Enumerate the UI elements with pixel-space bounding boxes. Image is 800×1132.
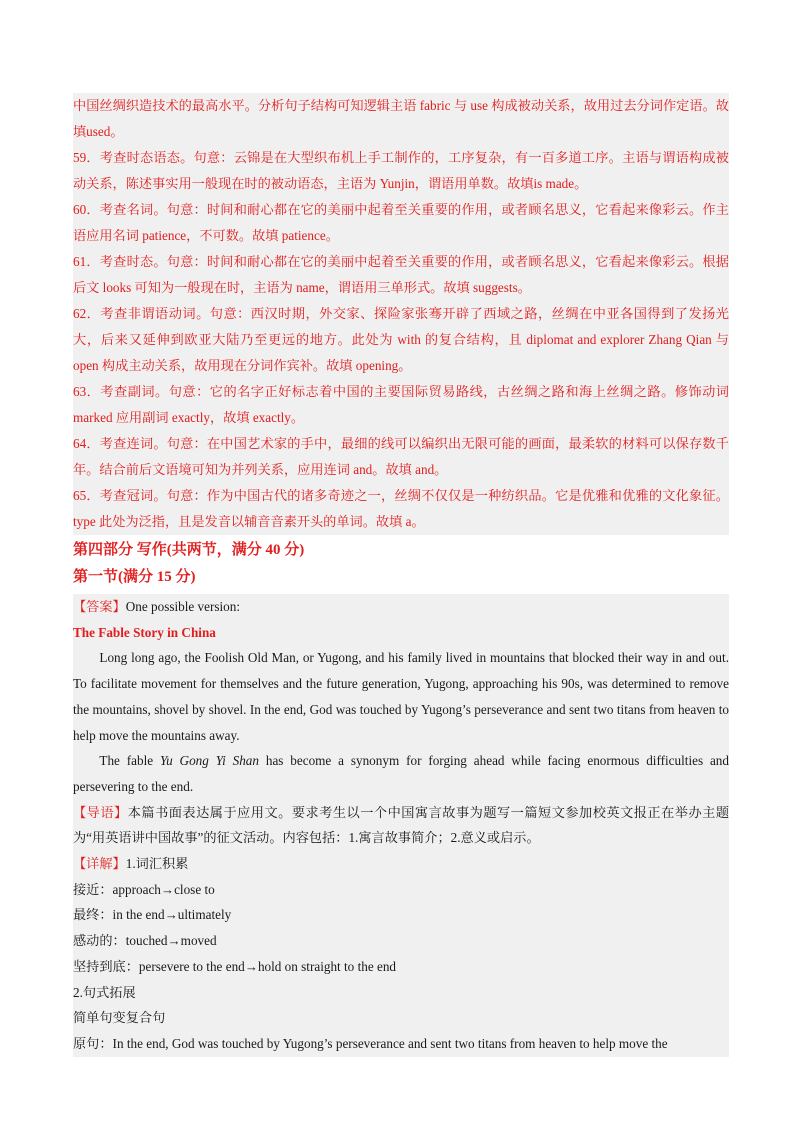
guide-label: 【导语】 — [73, 804, 128, 820]
explanation-65: 65．考查冠词。句意：作为中国古代的诸多奇迹之一，丝绸不仅仅是一种纺织品。它是优雅和优雅的文化象征。type 此处为泛指，且是发音以辅音音素开头的单词。故填 a。 — [73, 488, 729, 529]
explanation-63: 63．考查副词。句意：它的名字正好标志着中国的主要国际贸易路线，古丝绸之路和海上丝绸之路。修饰动词 marked 应用副词 exactly，故填 exactly。 — [73, 384, 729, 425]
story-p2-italic: Yu Gong Yi Shan — [159, 753, 259, 769]
vocab-item: 感动的：touched→moved — [73, 933, 217, 949]
explanation-61: 61．考查时态。句意：时间和耐心都在它的美丽中起着至关重要的作用，或者顾名思义，它看起来像彩云。根据后文 looks 可知为一般现在时，主语为 name，谓语用三单形式。故填 suggests。 — [73, 254, 729, 295]
answer-explanations — [73, 93, 729, 535]
answer-intro: One possible version: — [125, 599, 241, 614]
detail-line — [73, 851, 729, 877]
explanation-62: 62．考查非谓语动词。句意：西汉时期，外交家、探险家张骞开辟了西域之路，丝绸在中亚各国得到了发扬光大，后来又延伸到欧亚大陆乃至更远的地方。此处为 with 的复合结构，且 diplomat and explorer Zhang Qian 与 open 构成主动关系，故用现在分词作宾补。故填 opening。 — [73, 306, 729, 373]
original-sentence: 原句：In the end, God was touched by Yugong’s perseverance and sent two titans from heaven to help move the — [73, 1035, 668, 1051]
story-paragraph-2 — [73, 748, 729, 799]
section1-heading: 第一节(满分 15 分) — [73, 569, 196, 585]
story-p2-post: has become a synonym for forging ahead while facing enormous difficulties and persevering to the end. — [73, 753, 729, 794]
vocab-item: 坚持到底：persevere to the end→hold on straight to the end — [73, 958, 397, 974]
sentence-sub: 简单句变复合句 — [73, 1010, 166, 1026]
sentence-heading: 2.句式拓展 — [73, 984, 136, 1000]
guide-paragraph — [73, 800, 729, 851]
answer-label: 【答案】 — [73, 599, 126, 614]
story-paragraph-1: Long long ago, the Foolish Old Man, or Yugong, and his family lived in mountains that blocked their way in and out. To facilitate movement for themselves and the future generation, Yugong, approaching his 90s, was determined to remove the mountains, shovel by shovel. In the end, God was touched by Yugong’s perseverance and sent two titans from heaven to help move the mountains away. — [73, 650, 729, 743]
detail-first: 1.词汇积累 — [125, 856, 189, 872]
part4-heading: 第四部分 写作(共两节，满分 40 分) — [73, 542, 305, 558]
vocab-item: 最终：in the end→ultimately — [73, 907, 232, 923]
story-p2-pre: The fable — [99, 753, 160, 769]
detail-label: 【详解】 — [73, 856, 126, 872]
explanation-58-tail: 中国丝绸织造技术的最高水平。分析句子结构可知逻辑主语 fabric 与 use 构成被动关系，故用过去分词作定语。故填used。 — [73, 98, 729, 139]
vocab-item: 接近：approach→close to — [73, 881, 215, 897]
answer-block — [73, 594, 729, 1057]
page-content — [73, 93, 729, 1057]
answer-line — [73, 594, 729, 620]
explanation-59: 59．考查时态语态。句意：云锦是在大型织布机上手工制作的，工序复杂，有一百多道工序。主语与谓语构成被动关系，陈述事实用一般现在时的被动语态，主语为 Yunjin，谓语用单数。故填is made。 — [73, 150, 729, 191]
explanation-60: 60．考查名词。句意：时间和耐心都在它的美丽中起着至关重要的作用，或者顾名思义，它看起来像彩云。作主语应用名词 patience，不可数。故填 patience。 — [73, 202, 729, 243]
story-title: The Fable Story in China — [73, 624, 216, 640]
guide-text: 本篇书面表达属于应用文。要求考生以一个中国寓言故事为题写一篇短文参加校英文报正在举办主题为“用英语讲中国故事”的征文活动。内容包括：1.寓言故事简介；2.意义或启示。 — [73, 804, 730, 846]
explanation-64: 64．考查连词。句意：在中国艺术家的手中，最细的线可以编织出无限可能的画面，最柔软的材料可以保存数千年。结合前后文语境可知为并列关系，应用连词 and。故填 and。 — [73, 436, 729, 477]
